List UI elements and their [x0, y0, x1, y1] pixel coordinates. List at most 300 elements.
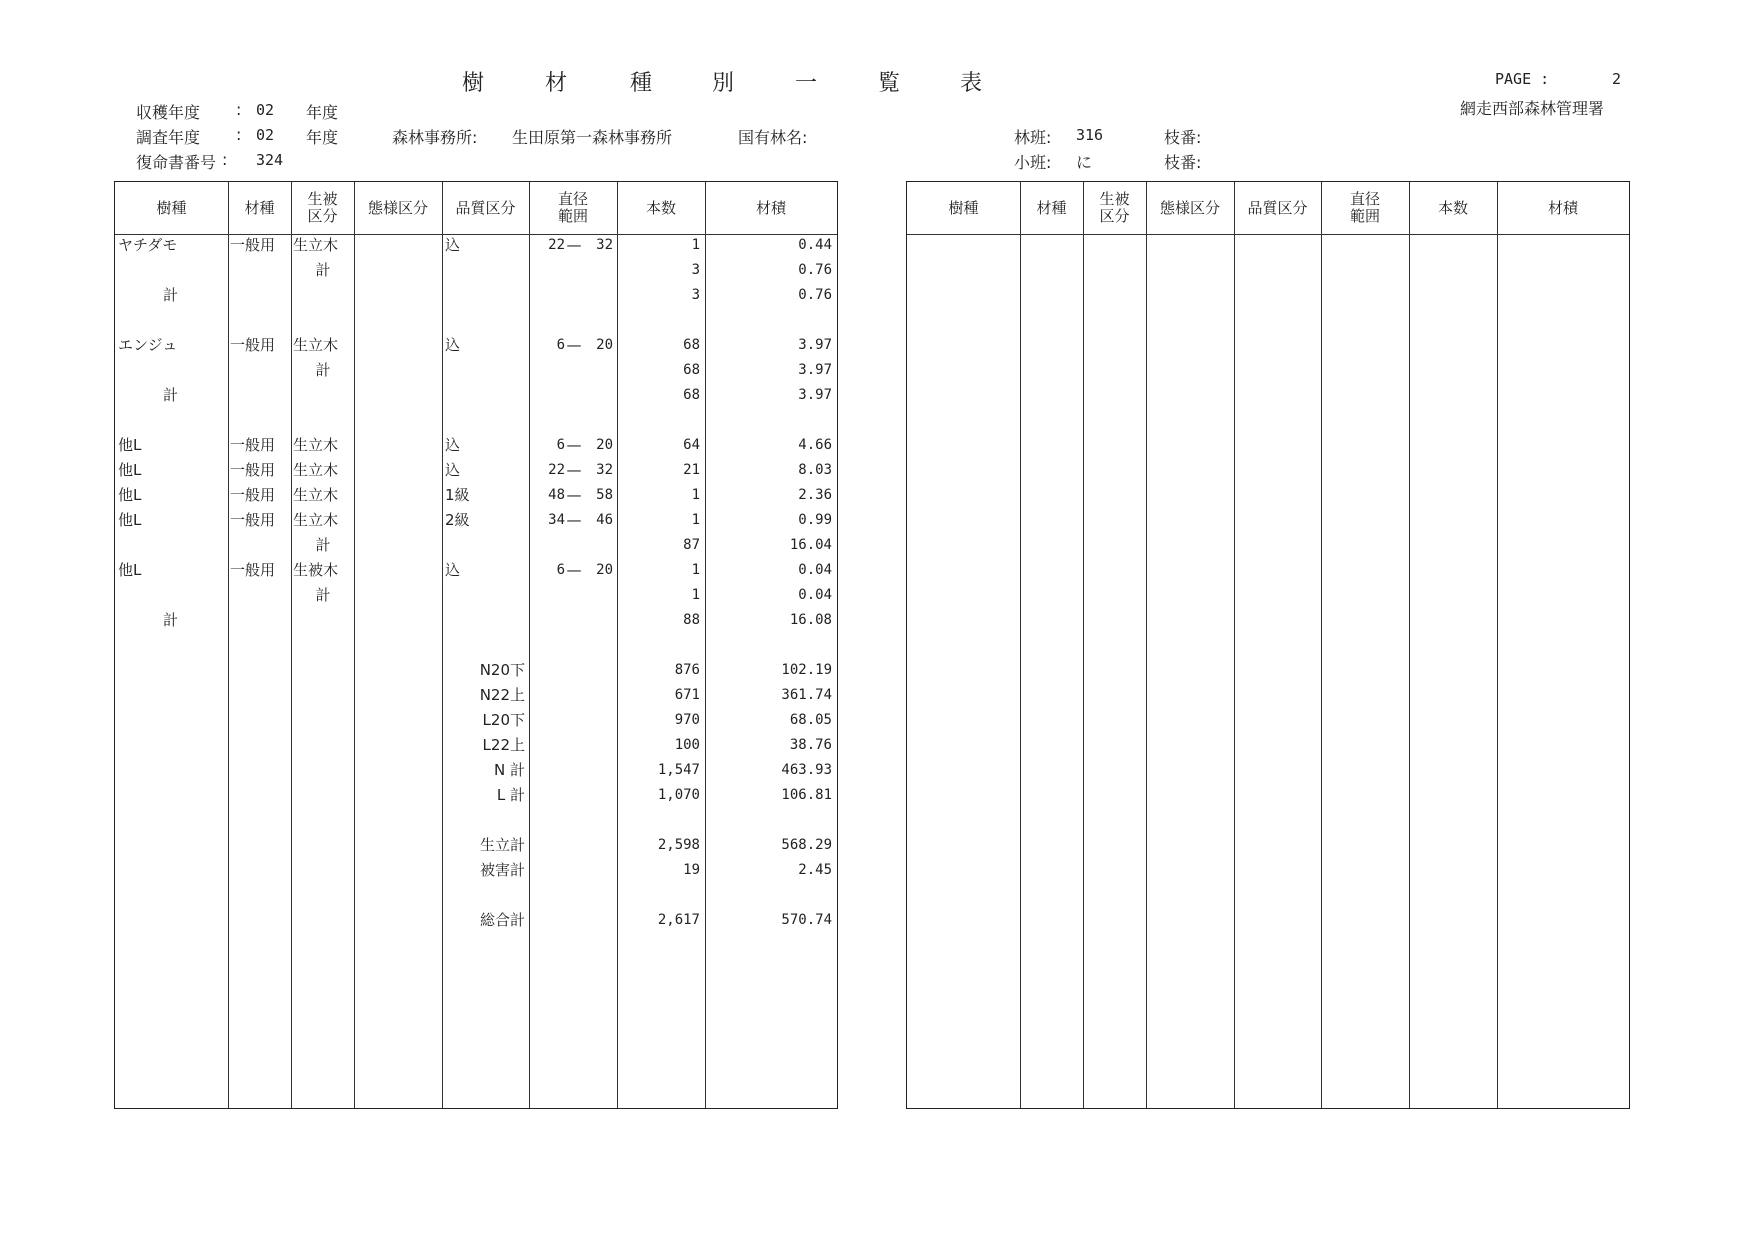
condition-cell — [356, 460, 440, 480]
condition-cell — [356, 835, 440, 855]
title-char: 別 — [712, 71, 735, 96]
condition-cell — [356, 610, 440, 630]
quality-cell: L 計 — [496, 786, 525, 804]
volume-cell: 0.76 — [798, 287, 832, 303]
volume-cell: 570.74 — [781, 912, 832, 928]
count-cell: 1 — [691, 512, 700, 528]
diameter-min-cell — [533, 860, 565, 880]
survey-year-unit: 年度 — [306, 128, 339, 147]
count-cell — [620, 885, 700, 905]
quality-cell — [445, 285, 527, 305]
timber-type-cell: 一般用 — [230, 236, 276, 254]
header-alive-damaged: 生被 区分 — [307, 190, 338, 225]
species-cell — [118, 535, 226, 555]
volume-cell: 3.97 — [798, 387, 832, 403]
diameter-min-cell — [533, 360, 565, 380]
condition-cell — [356, 710, 440, 730]
diameter-max-cell — [581, 260, 613, 280]
quality-cell — [445, 885, 527, 905]
alive-damaged-cell: 生被木 — [293, 561, 339, 579]
quality-cell: 込 — [445, 336, 461, 354]
timber-table-left — [114, 181, 838, 1109]
timber-type-cell — [230, 310, 290, 330]
timber-type-cell — [230, 385, 290, 405]
alive-damaged-cell — [293, 310, 353, 330]
timber-type-cell — [230, 635, 290, 655]
diameter-dash: — — [566, 561, 582, 579]
alive-damaged-cell — [293, 835, 353, 855]
volume-cell — [708, 310, 832, 330]
header-condition: 態様区分 — [1159, 198, 1220, 217]
condition-cell — [356, 860, 440, 880]
volume-cell: 0.04 — [798, 587, 832, 603]
condition-cell — [356, 335, 440, 355]
diameter-min-cell — [533, 660, 565, 680]
timber-type-cell — [230, 885, 290, 905]
species-cell — [118, 785, 226, 805]
diameter-dash — [566, 260, 582, 280]
volume-cell: 16.04 — [789, 537, 832, 553]
diameter-max-cell — [581, 810, 613, 830]
condition-cell — [356, 535, 440, 555]
diameter-max-cell — [581, 635, 613, 655]
diameter-dash: — — [566, 236, 582, 254]
quality-cell — [445, 410, 527, 430]
species-cell — [118, 835, 226, 855]
shohan-label: 小班: — [1014, 153, 1052, 172]
diameter-min-cell — [533, 910, 565, 930]
diameter-dash — [566, 735, 582, 755]
forest-office-value: 生田原第一森林事務所 — [512, 128, 673, 147]
diameter-dash: — — [566, 486, 582, 504]
alive-damaged-cell — [293, 385, 353, 405]
diameter-max-cell — [581, 610, 613, 630]
alive-damaged-cell — [293, 735, 353, 755]
species-cell — [118, 685, 226, 705]
timber-type-cell — [230, 360, 290, 380]
quality-cell — [445, 585, 527, 605]
quality-cell: L20下 — [482, 711, 525, 729]
header-quality: 品質区分 — [1247, 198, 1308, 217]
timber-type-cell: 一般用 — [230, 486, 276, 504]
quality-cell — [445, 810, 527, 830]
timber-type-cell — [230, 660, 290, 680]
header-species: 樹種 — [948, 198, 979, 217]
diameter-max-cell: 20 — [596, 437, 613, 453]
diameter-min-cell — [533, 310, 565, 330]
alive-damaged-cell — [293, 635, 353, 655]
header-timber-type: 材種 — [244, 198, 275, 217]
diameter-dash — [566, 885, 582, 905]
alive-damaged-cell: 計 — [315, 586, 331, 604]
header-diameter-range: 直径 範囲 — [557, 190, 588, 225]
edaban-label: 枝番: — [1164, 153, 1202, 172]
diameter-min-cell: 6 — [556, 437, 565, 453]
diameter-max-cell: 20 — [596, 337, 613, 353]
quality-cell: 込 — [445, 436, 461, 454]
quality-cell: 1級 — [445, 486, 470, 504]
diameter-min-cell — [533, 785, 565, 805]
count-cell: 1 — [691, 487, 700, 503]
condition-cell — [356, 385, 440, 405]
count-cell: 64 — [683, 437, 700, 453]
diameter-dash — [566, 910, 582, 930]
timber-type-cell: 一般用 — [230, 336, 276, 354]
timber-type-cell — [230, 810, 290, 830]
quality-cell — [445, 610, 527, 630]
count-cell: 671 — [674, 687, 700, 703]
diameter-min-cell — [533, 760, 565, 780]
diameter-min-cell — [533, 285, 565, 305]
diameter-max-cell: 46 — [596, 512, 613, 528]
diameter-min-cell — [533, 885, 565, 905]
condition-cell — [356, 260, 440, 280]
condition-cell — [356, 760, 440, 780]
diameter-min-cell — [533, 535, 565, 555]
timber-type-cell: 一般用 — [230, 461, 276, 479]
count-cell: 100 — [674, 737, 700, 753]
species-cell — [118, 260, 226, 280]
species-cell — [118, 810, 226, 830]
count-cell — [620, 310, 700, 330]
diameter-max-cell — [581, 835, 613, 855]
timber-type-cell — [230, 735, 290, 755]
quality-cell — [445, 385, 527, 405]
quality-cell — [445, 635, 527, 655]
species-cell — [118, 360, 226, 380]
species-cell — [118, 310, 226, 330]
forest-office-label: 森林事務所: — [392, 128, 478, 147]
count-cell: 1 — [691, 237, 700, 253]
volume-cell — [708, 810, 832, 830]
volume-cell: 361.74 — [781, 687, 832, 703]
volume-cell: 38.76 — [789, 737, 832, 753]
volume-cell: 0.99 — [798, 512, 832, 528]
species-cell — [118, 410, 226, 430]
count-cell: 68 — [683, 337, 700, 353]
harvest-year-value: 02 — [256, 101, 275, 119]
count-cell: 87 — [683, 537, 700, 553]
volume-cell — [708, 635, 832, 655]
edaban-label: 枝番: — [1164, 128, 1202, 147]
condition-cell — [356, 485, 440, 505]
report-no-label: 復命書番号 — [136, 153, 217, 172]
condition-cell — [356, 735, 440, 755]
condition-cell — [356, 285, 440, 305]
diameter-dash — [566, 310, 582, 330]
volume-cell: 4.66 — [798, 437, 832, 453]
diameter-max-cell — [581, 535, 613, 555]
species-cell — [118, 735, 226, 755]
timber-type-cell — [230, 860, 290, 880]
quality-cell: L22上 — [482, 736, 525, 754]
species-cell: 他L — [118, 461, 142, 479]
diameter-max-cell — [581, 385, 613, 405]
timber-type-cell — [230, 410, 290, 430]
diameter-dash — [566, 685, 582, 705]
alive-damaged-cell: 生立木 — [293, 461, 339, 479]
volume-cell: 0.76 — [798, 262, 832, 278]
quality-cell: 生立計 — [479, 836, 525, 854]
diameter-min-cell — [533, 710, 565, 730]
diameter-min-cell — [533, 685, 565, 705]
alive-damaged-cell — [293, 760, 353, 780]
count-cell — [620, 410, 700, 430]
diameter-max-cell — [581, 785, 613, 805]
title-char: 表 — [960, 71, 983, 96]
title-char: 覧 — [878, 71, 901, 96]
alive-damaged-cell: 計 — [315, 536, 331, 554]
survey-year-sep: : — [236, 125, 242, 144]
species-cell — [118, 585, 226, 605]
count-cell: 3 — [691, 287, 700, 303]
quality-cell: 被害計 — [479, 861, 525, 879]
alive-damaged-cell: 生立木 — [293, 236, 339, 254]
diameter-dash: — — [566, 436, 582, 454]
header-condition: 態様区分 — [367, 198, 428, 217]
diameter-min-cell — [533, 610, 565, 630]
volume-cell: 0.44 — [798, 237, 832, 253]
species-cell: 他L — [118, 486, 142, 504]
condition-cell — [356, 785, 440, 805]
title-char: 材 — [545, 71, 568, 96]
harvest-year-sep: : — [236, 100, 242, 119]
species-cell: 計 — [163, 611, 179, 629]
diameter-min-cell: 22 — [548, 237, 565, 253]
title-char: 一 — [795, 71, 818, 96]
diameter-dash — [566, 760, 582, 780]
diameter-max-cell — [581, 285, 613, 305]
condition-cell — [356, 660, 440, 680]
volume-cell: 2.45 — [798, 862, 832, 878]
volume-cell — [708, 410, 832, 430]
diameter-min-cell — [533, 735, 565, 755]
timber-type-cell — [230, 910, 290, 930]
condition-cell — [356, 510, 440, 530]
diameter-max-cell: 58 — [596, 487, 613, 503]
alive-damaged-cell — [293, 610, 353, 630]
count-cell — [620, 810, 700, 830]
alive-damaged-cell: 生立木 — [293, 486, 339, 504]
diameter-dash — [566, 785, 582, 805]
diameter-dash — [566, 360, 582, 380]
alive-damaged-cell — [293, 285, 353, 305]
condition-cell — [356, 235, 440, 255]
page-number: 2 — [1612, 70, 1622, 88]
quality-cell — [445, 310, 527, 330]
diameter-dash — [566, 410, 582, 430]
count-cell: 1,070 — [657, 787, 700, 803]
species-cell — [118, 910, 226, 930]
survey-year-label: 調査年度 — [136, 128, 201, 147]
harvest-year-unit: 年度 — [306, 103, 339, 122]
volume-cell: 3.97 — [798, 362, 832, 378]
diameter-dash — [566, 835, 582, 855]
count-cell: 1,547 — [657, 762, 700, 778]
alive-damaged-cell — [293, 410, 353, 430]
species-cell — [118, 660, 226, 680]
diameter-max-cell — [581, 735, 613, 755]
diameter-max-cell — [581, 860, 613, 880]
diameter-min-cell: 22 — [548, 462, 565, 478]
timber-type-cell — [230, 585, 290, 605]
survey-year-value: 02 — [256, 126, 275, 144]
volume-cell: 3.97 — [798, 337, 832, 353]
diameter-min-cell — [533, 810, 565, 830]
condition-cell — [356, 560, 440, 580]
timber-type-cell — [230, 285, 290, 305]
condition-cell — [356, 685, 440, 705]
report-no-value: 324 — [256, 151, 284, 169]
diameter-dash — [566, 660, 582, 680]
quality-cell: 込 — [445, 461, 461, 479]
quality-cell — [445, 360, 527, 380]
quality-cell: 込 — [445, 561, 461, 579]
diameter-dash: — — [566, 461, 582, 479]
count-cell: 2,598 — [657, 837, 700, 853]
condition-cell — [356, 635, 440, 655]
quality-cell: 2級 — [445, 511, 470, 529]
species-cell: 他L — [118, 561, 142, 579]
condition-cell — [356, 910, 440, 930]
species-cell: 計 — [163, 386, 179, 404]
document-title — [0, 66, 1755, 96]
diameter-min-cell — [533, 835, 565, 855]
condition-cell — [356, 585, 440, 605]
count-cell: 1 — [691, 587, 700, 603]
condition-cell — [356, 810, 440, 830]
species-cell — [118, 635, 226, 655]
diameter-min-cell — [533, 585, 565, 605]
report-no-sep: : — [222, 150, 228, 169]
diameter-max-cell — [581, 685, 613, 705]
timber-type-cell — [230, 260, 290, 280]
count-cell — [620, 635, 700, 655]
volume-cell: 68.05 — [789, 712, 832, 728]
quality-cell: 総合計 — [479, 911, 525, 929]
count-cell: 876 — [674, 662, 700, 678]
species-cell — [118, 885, 226, 905]
page-label: PAGE : — [1495, 70, 1550, 88]
count-cell: 2,617 — [657, 912, 700, 928]
title-char: 樹 — [462, 71, 485, 96]
diameter-min-cell — [533, 410, 565, 430]
timber-type-cell — [230, 785, 290, 805]
header-volume: 材積 — [755, 198, 786, 217]
alive-damaged-cell — [293, 710, 353, 730]
national-forest-label: 国有林名: — [738, 128, 808, 147]
timber-type-cell — [230, 760, 290, 780]
diameter-dash — [566, 810, 582, 830]
alive-damaged-cell: 計 — [315, 261, 331, 279]
condition-cell — [356, 360, 440, 380]
count-cell: 68 — [683, 362, 700, 378]
header-count: 本数 — [645, 198, 676, 217]
species-cell — [118, 760, 226, 780]
diameter-max-cell — [581, 760, 613, 780]
alive-damaged-cell — [293, 910, 353, 930]
species-cell: 他L — [118, 436, 142, 454]
species-cell: エンジュ — [118, 336, 178, 354]
quality-cell — [445, 535, 527, 555]
diameter-max-cell — [581, 660, 613, 680]
quality-cell: N20下 — [479, 661, 525, 679]
diameter-dash — [566, 585, 582, 605]
diameter-dash — [566, 710, 582, 730]
timber-table-right — [906, 181, 1630, 1109]
diameter-max-cell — [581, 710, 613, 730]
diameter-max-cell — [581, 310, 613, 330]
volume-cell: 0.04 — [798, 562, 832, 578]
timber-type-cell: 一般用 — [230, 436, 276, 454]
alive-damaged-cell — [293, 660, 353, 680]
species-cell: 計 — [163, 286, 179, 304]
diameter-min-cell — [533, 260, 565, 280]
volume-cell: 102.19 — [781, 662, 832, 678]
volume-cell: 16.08 — [789, 612, 832, 628]
harvest-year-label: 収穫年度 — [136, 103, 201, 122]
condition-cell — [356, 885, 440, 905]
species-cell: ヤチダモ — [118, 236, 178, 254]
title-char: 種 — [630, 71, 653, 96]
volume-cell: 2.36 — [798, 487, 832, 503]
count-cell: 1 — [691, 562, 700, 578]
header-volume: 材積 — [1547, 198, 1578, 217]
volume-cell — [708, 885, 832, 905]
volume-cell: 8.03 — [798, 462, 832, 478]
count-cell: 3 — [691, 262, 700, 278]
condition-cell — [356, 410, 440, 430]
diameter-dash — [566, 385, 582, 405]
condition-cell — [356, 310, 440, 330]
header-count: 本数 — [1437, 198, 1468, 217]
diameter-max-cell — [581, 410, 613, 430]
diameter-max-cell — [581, 885, 613, 905]
quality-cell: N 計 — [494, 761, 525, 779]
count-cell: 970 — [674, 712, 700, 728]
diameter-min-cell — [533, 385, 565, 405]
alive-damaged-cell — [293, 785, 353, 805]
timber-type-cell — [230, 685, 290, 705]
timber-type-cell — [230, 535, 290, 555]
diameter-max-cell — [581, 910, 613, 930]
diameter-min-cell: 48 — [548, 487, 565, 503]
diameter-min-cell: 6 — [556, 562, 565, 578]
diameter-dash: — — [566, 336, 582, 354]
timber-type-cell — [230, 710, 290, 730]
diameter-max-cell: 32 — [596, 237, 613, 253]
diameter-max-cell — [581, 585, 613, 605]
quality-cell — [445, 260, 527, 280]
rinpan-value: 316 — [1076, 126, 1104, 144]
alive-damaged-cell: 計 — [315, 361, 331, 379]
diameter-dash — [566, 535, 582, 555]
diameter-max-cell: 20 — [596, 562, 613, 578]
header-quality: 品質区分 — [455, 198, 516, 217]
alive-damaged-cell — [293, 685, 353, 705]
count-cell: 21 — [683, 462, 700, 478]
count-cell: 19 — [683, 862, 700, 878]
condition-cell — [356, 435, 440, 455]
timber-type-cell: 一般用 — [230, 561, 276, 579]
header-species: 樹種 — [156, 198, 187, 217]
diameter-min-cell — [533, 635, 565, 655]
diameter-max-cell — [581, 360, 613, 380]
species-cell — [118, 710, 226, 730]
diameter-min-cell: 34 — [548, 512, 565, 528]
quality-cell: N22上 — [479, 686, 525, 704]
diameter-dash: — — [566, 511, 582, 529]
